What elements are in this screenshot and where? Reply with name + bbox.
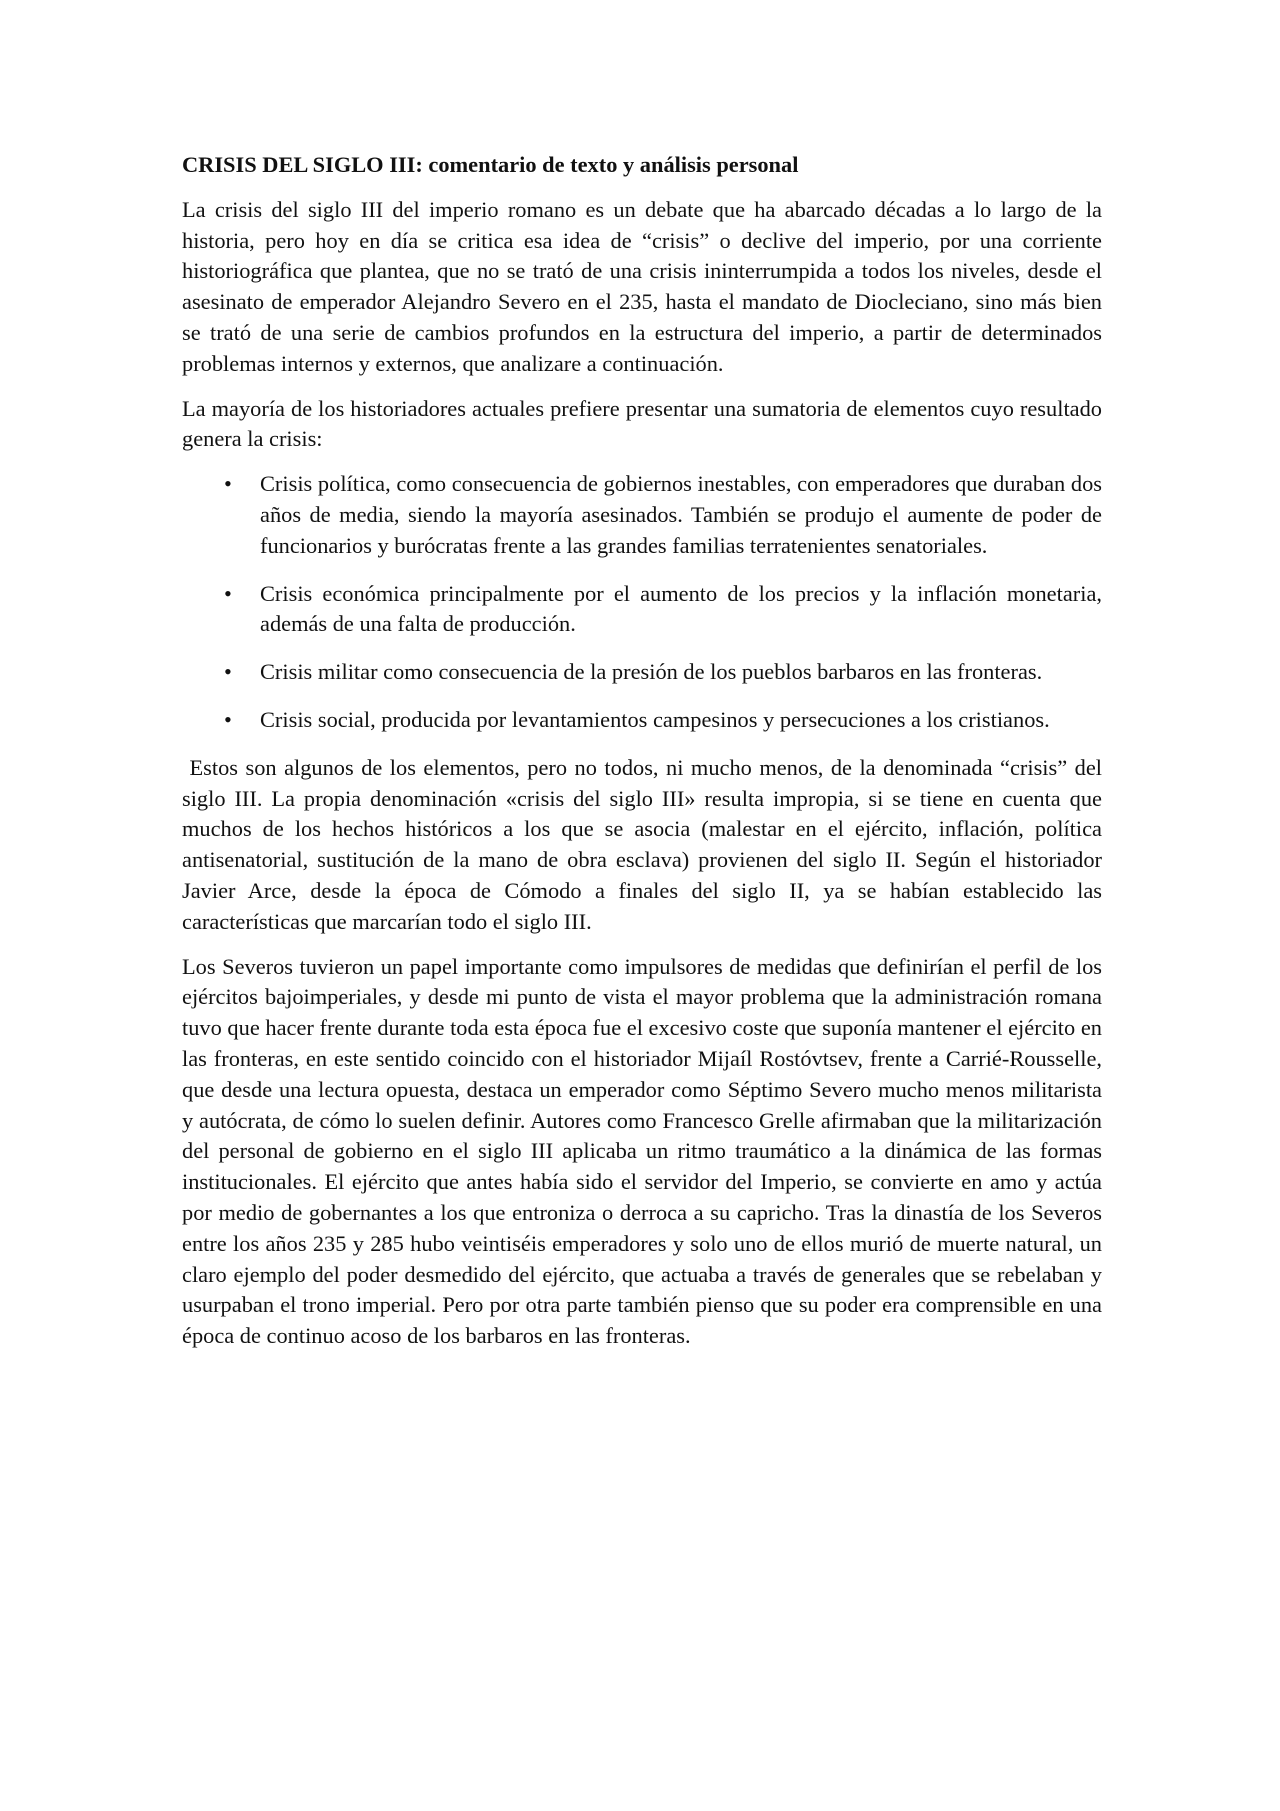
bullet-icon: • bbox=[224, 659, 232, 685]
list-item-text: Crisis económica principalmente por el aumento de los precios y la inflación monetaria, además de una falta de producción. bbox=[260, 580, 1102, 637]
paragraph-elements: Estos son algunos de los elementos, pero no todos, ni mucho menos, de la denominada “crisis” del siglo III. La propia denominación «crisis del siglo III» resulta impropia, si se tiene en cuenta que muchos de los hechos históricos a los que se asocia (malestar en el ejército, inflación, política antisenatorial, sustitución de la mano de obra esclava) provienen del siglo II. Según el historiador Javier Arce, desde la época de Cómodo a finales del siglo II, ya se habían establecido las características que marcarían todo el siglo III. bbox=[182, 754, 1108, 934]
document-title: CRISIS DEL SIGLO III: comentario de texto y análisis personal bbox=[182, 152, 799, 177]
list-item-text: Crisis social, producida por levantamientos campesinos y persecuciones a los cristianos. bbox=[260, 706, 1050, 732]
list-item-text: Crisis política, como consecuencia de gobiernos inestables, con emperadores que duraban dos años de media, siendo la mayoría asesinados. También se produjo el aumente de poder de funcionarios y burócratas frente a las grandes familias terratenientes senatoriales. bbox=[260, 471, 1102, 558]
list-item-economic bbox=[182, 579, 1102, 641]
paragraph-intro: La crisis del siglo III del imperio romano es un debate que ha abarcado décadas a lo largo de la historia, pero hoy en día se critica esa idea de “crisis” o declive del imperio, por una corriente historiográfica que plantea, que no se trató de una crisis ininterrumpida a todos los niveles, desde el asesinato de emperador Alejandro Severo en el 235, hasta el mandato de Diocleciano, sino más bien se trató de una serie de cambios profundos en la estructura del imperio, a partir de determinados problemas internos y externos, que analizare a continuación. bbox=[182, 196, 1102, 376]
bullet-icon: • bbox=[224, 580, 232, 606]
paragraph-historians: La mayoría de los historiadores actuales prefiere presentar una sumatoria de elementos cuyo resultado genera la crisis: bbox=[182, 395, 1102, 452]
list-item-political bbox=[182, 469, 1102, 561]
document-body bbox=[182, 150, 1108, 1366]
list-item-social bbox=[182, 705, 1102, 736]
list-item-military bbox=[182, 657, 1102, 688]
bullet-icon: • bbox=[224, 706, 232, 732]
bullet-icon: • bbox=[224, 471, 232, 497]
crisis-list bbox=[182, 469, 1102, 736]
paragraph-severos: Los Severos tuvieron un papel importante como impulsores de medidas que definirían el perfil de los ejércitos bajoimperiales, y desde mi punto de vista el mayor problema que la administración romana tuvo que hacer frente durante toda esta época fue el excesivo coste que suponía mantener el ejército en las fronteras, en este sentido coincido con el historiador Mijaíl Rostóvtsev, frente a Carrié-Rousselle, que desde una lectura opuesta, destaca un emperador como Séptimo Severo mucho menos militarista y autócrata, de cómo lo suelen definir. Autores como Francesco Grelle afirmaban que la militarización del personal de gobierno en el siglo III aplicaba un ritmo traumático a la dinámica de las formas institucionales. El ejército que antes había sido el servidor del Imperio, se convierte en amo y actúa por medio de gobernantes a los que entroniza o derroca a su capricho. Tras la dinastía de los Severos entre los años 235 y 285 hubo veintiséis emperadores y solo uno de ellos murió de muerte natural, un claro ejemplo del poder desmedido del ejército, que actuaba a través de generales que se rebelaban y usurpaban el trono imperial. Pero por otra parte también pienso que su poder era comprensible en una época de continuo acoso de los barbaros en las fronteras. bbox=[182, 953, 1102, 1349]
list-item-text: Crisis militar como consecuencia de la presión de los pueblos barbaros en las fronteras. bbox=[260, 659, 1043, 685]
